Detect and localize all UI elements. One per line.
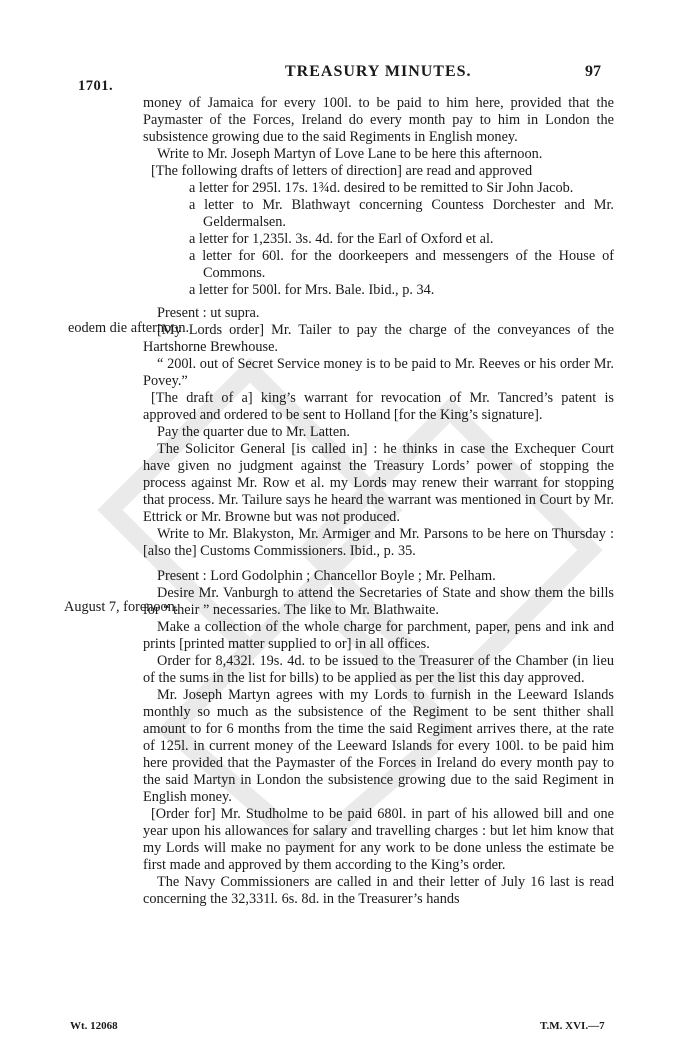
paragraph: Write to Mr. Blakyston, Mr. Armiger and Mr. Parsons to be here on Thursday : [also the] Customs Commissioners. Ibid., p. 35.: [143, 526, 614, 559]
paragraph: [Order for] Mr. Studholme to be paid 680l. in part of his allowed bill and one year upon his allowances for salary and travelling charges : but let him know that my Lords will make no payment for any work to be done unless the estimate be first made and approved by them according to the King’s order.: [143, 806, 614, 873]
present-line: Present : ut supra.: [157, 305, 260, 321]
page-number: 97: [585, 63, 601, 80]
margin-note-eodem-die: eodem die afternoon.: [68, 320, 190, 336]
list-item: a letter for 1,235l. 3s. 4d. for the Earl of Oxford et al.: [189, 231, 494, 247]
paragraph: [The following drafts of letters of direction] are read and approved: [151, 163, 533, 179]
paragraph: Order for 8,432l. 19s. 4d. to be issued to the Treasurer of the Chamber (in lieu of the sums in the list for bills) to be applied as per the list this day approved.: [143, 653, 614, 686]
list-item: a letter for 60l. for the doorkeepers and messengers of the House of Commons.: [189, 248, 614, 281]
paragraph: “ 200l. out of Secret Service money is to be paid to Mr. Reeves or his order Mr. Povey.”: [143, 356, 614, 389]
document-body: [143, 95, 614, 908]
paragraph: Desire Mr. Vanburgh to attend the Secretaries of State and show them the bills for “ their ” necessaries. The like to Mr. Blathwaite.: [143, 585, 614, 618]
paragraph: Write to Mr. Joseph Martyn of Love Lane to be here this afternoon.: [157, 146, 543, 162]
paragraph: [My Lords order] Mr. Tailer to pay the charge of the conveyances of the Hartshorne Brewhouse.: [143, 322, 614, 355]
present-line: Present : Lord Godolphin ; Chancellor Boyle ; Mr. Pelham.: [157, 568, 496, 584]
paragraph: Make a collection of the whole charge for parchment, paper, pens and ink and prints [printed matter supplied to or] in all offices.: [143, 619, 614, 652]
paragraph: [The draft of a] king’s warrant for revocation of Mr. Tancred’s patent is approved and ordered to be sent to Holland [for the King’s signature].: [143, 390, 614, 423]
list-item: a letter for 500l. for Mrs. Bale. Ibid., p. 34.: [189, 282, 435, 298]
paragraph: The Navy Commissioners are called in and their letter of July 16 last is read concerning the 32,331l. 6s. 8d. in the Treasurer’s hands: [143, 874, 614, 907]
list-item: a letter to Mr. Blathwayt concerning Countess Dorchester and Mr. Geldermalsen.: [189, 197, 614, 230]
paragraph: The Solicitor General [is called in] : he thinks in case the Exchequer Court have given no judgment against the Treasury Lords’ power of stopping the process against Mr. Row et al. my Lords may renew their warrant for stopping that process. Mr. Tailure says he heard the warrant was mentioned in Court by Mr. Ettrick or Mr. Browne but was not produced.: [143, 441, 614, 525]
paragraph: Pay the quarter due to Mr. Latten.: [157, 424, 350, 440]
margin-note-august-7: August 7, forenoon.: [64, 599, 179, 615]
list-item: a letter for 295l. 17s. 1¾d. desired to be remitted to Sir John Jacob.: [189, 180, 574, 196]
running-title: TREASURY MINUTES.: [285, 63, 472, 80]
paragraph: money of Jamaica for every 100l. to be paid to him here, provided that the Paymaster of the Forces, Ireland do every month pay to him in London the subsistence growing due to the said Regiments in English money.: [143, 95, 614, 145]
paragraph: Mr. Joseph Martyn agrees with my Lords to furnish in the Leeward Islands monthly so much as the subsistence of the Regiment to be sent thither shall amount to for 6 months from the time the said Regiment arrives there, at the rate of 125l. in current money of the Leeward Islands for every 100l. to be paid him here provided that the Paymaster of the Forces in Ireland do every month pay to the said Martyn in London the subsistence growing due to the said Regiment in English money.: [143, 687, 614, 805]
footer-print-code: Wt. 12068: [70, 1020, 118, 1032]
year-heading: 1701.: [78, 78, 114, 94]
footer-signature: T.M. XVI.—7: [540, 1020, 605, 1032]
